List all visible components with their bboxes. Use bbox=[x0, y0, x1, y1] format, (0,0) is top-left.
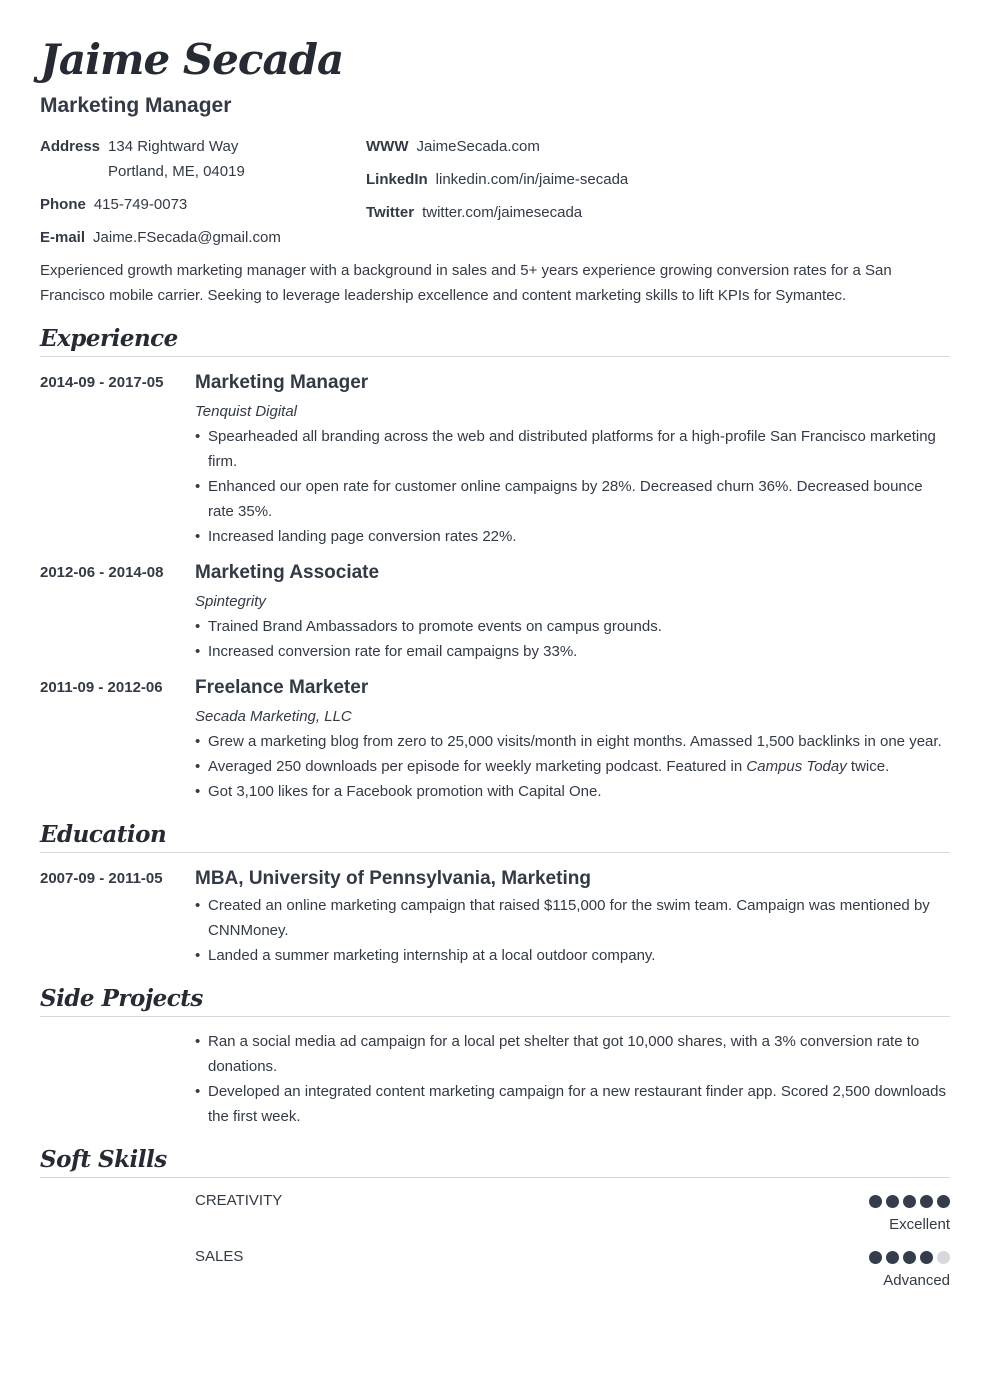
skill-rating-dots bbox=[869, 1195, 950, 1208]
www-value: JaimeSecada.com bbox=[416, 138, 540, 155]
job-title: Marketing Associate bbox=[195, 562, 380, 583]
job-entry bbox=[40, 674, 950, 804]
skill-name: CREATIVITY bbox=[195, 1192, 283, 1209]
job-dates: 2011-09 - 2012-06 bbox=[40, 679, 163, 696]
linkedin-value: linkedin.com/in/jaime-secada bbox=[435, 171, 629, 188]
section-divider bbox=[40, 1016, 950, 1017]
bullet-text: twice. bbox=[846, 758, 890, 775]
contact-address bbox=[40, 134, 281, 184]
summary-text: Experienced growth marketing manager with a background in sales and 5+ years experience growing conversion rates for a San Francisco mobile carrier. Seeking to leverage leadership excellence and content marketing skills to lift KPIs for Symantec. bbox=[40, 262, 892, 304]
bullet-item: • Increased conversion rate for email campaigns by 33%. bbox=[195, 639, 950, 664]
job-bullets bbox=[195, 729, 950, 804]
email-value: Jaime.FSecada@gmail.com bbox=[93, 229, 281, 246]
education-heading: Education bbox=[40, 821, 167, 848]
soft-skills-section bbox=[40, 1143, 950, 1302]
bullet-item: • Landed a summer marketing internship at a local outdoor company. bbox=[195, 943, 950, 968]
side-projects-bullets bbox=[195, 1029, 950, 1129]
job-title: Freelance Marketer bbox=[195, 677, 369, 698]
contact-www bbox=[366, 134, 628, 159]
job-body bbox=[195, 369, 950, 549]
twitter-label: Twitter bbox=[366, 204, 415, 221]
skills-list bbox=[40, 1190, 950, 1302]
rating-dot-empty bbox=[937, 1251, 950, 1264]
candidate-name: Jaime Secada bbox=[40, 35, 344, 84]
contact-linkedin bbox=[366, 167, 628, 192]
address-label: Address bbox=[40, 138, 101, 155]
side-projects-section bbox=[40, 982, 950, 1129]
section-divider bbox=[40, 852, 950, 853]
address-line-1: 134 Rightward Way bbox=[108, 138, 239, 155]
job-body bbox=[195, 559, 950, 664]
skill-level: Excellent bbox=[889, 1216, 950, 1233]
phone-label: Phone bbox=[40, 196, 86, 213]
address-line-2: Portland, ME, 04019 bbox=[108, 163, 245, 180]
skill-row bbox=[195, 1246, 950, 1302]
bullet-item: • Enhanced our open rate for customer online campaigns by 28%. Decreased churn 36%. Decreased bounce rate 35%. bbox=[195, 474, 950, 524]
skill-name: SALES bbox=[195, 1248, 244, 1265]
contact-email bbox=[40, 225, 281, 250]
rating-dot-filled bbox=[920, 1251, 933, 1264]
job-body bbox=[195, 674, 950, 804]
job-company: Spintegrity bbox=[195, 593, 266, 610]
contact-block bbox=[40, 134, 950, 254]
section-divider bbox=[40, 356, 950, 357]
contact-twitter bbox=[366, 200, 628, 225]
experience-section bbox=[40, 322, 950, 804]
contact-column-left bbox=[40, 134, 281, 258]
address-value bbox=[108, 134, 245, 184]
linkedin-label: LinkedIn bbox=[366, 171, 428, 188]
www-label: WWW bbox=[366, 138, 409, 155]
education-section bbox=[40, 818, 950, 968]
phone-value: 415-749-0073 bbox=[93, 196, 188, 213]
rating-dot-filled bbox=[869, 1251, 882, 1264]
job-title: Marketing Manager bbox=[195, 372, 369, 393]
bullet-item: • Ran a social media ad campaign for a local pet shelter that got 10,000 shares, with a 3% conversion rate to donations. bbox=[195, 1029, 950, 1079]
rating-dot-filled bbox=[937, 1195, 950, 1208]
bullet-item: • Developed an integrated content marketing campaign for a new restaurant finder app. Scored 2,500 downloads the first week. bbox=[195, 1079, 950, 1129]
bullet-item bbox=[195, 754, 950, 779]
candidate-role: Marketing Manager bbox=[40, 94, 232, 117]
twitter-value: twitter.com/jaimesecada bbox=[422, 204, 583, 221]
soft-skills-heading: Soft Skills bbox=[40, 1146, 167, 1173]
rating-dot-filled bbox=[869, 1195, 882, 1208]
resume-page bbox=[40, 30, 950, 1302]
skill-level: Advanced bbox=[883, 1272, 950, 1289]
bullet-item: • Spearheaded all branding across the web and distributed platforms for a high-profile San Francisco marketing firm. bbox=[195, 424, 950, 474]
job-dates: 2014-09 - 2017-05 bbox=[40, 374, 164, 391]
rating-dot-filled bbox=[903, 1195, 916, 1208]
job-bullets bbox=[195, 424, 950, 549]
education-body bbox=[195, 865, 950, 968]
contact-phone bbox=[40, 192, 281, 217]
experience-heading: Experience bbox=[40, 325, 178, 352]
job-entry bbox=[40, 559, 950, 664]
education-entry bbox=[40, 865, 950, 968]
rating-dot-filled bbox=[886, 1251, 899, 1264]
job-company: Secada Marketing, LLC bbox=[195, 708, 352, 725]
side-projects-entry bbox=[40, 1029, 950, 1129]
education-dates: 2007-09 - 2011-05 bbox=[40, 870, 163, 887]
job-entry bbox=[40, 369, 950, 549]
email-label: E-mail bbox=[40, 229, 86, 246]
skill-row bbox=[195, 1190, 950, 1246]
job-company: Tenquist Digital bbox=[195, 403, 298, 420]
bullet-item: • Increased landing page conversion rates 22%. bbox=[195, 524, 950, 549]
bullet-item: • Got 3,100 likes for a Facebook promotion with Capital One. bbox=[195, 779, 950, 804]
bullet-text: Averaged 250 downloads per episode for weekly marketing podcast. Featured in bbox=[208, 758, 747, 775]
bullet-item: • Grew a marketing blog from zero to 25,000 visits/month in eight months. Amassed 1,500 backlinks in one year. bbox=[195, 729, 950, 754]
empty-date-column bbox=[40, 1029, 195, 1129]
section-divider bbox=[40, 1177, 950, 1178]
skill-rating-dots bbox=[869, 1251, 950, 1264]
side-projects-heading: Side Projects bbox=[40, 985, 203, 1012]
education-bullets bbox=[195, 893, 950, 968]
job-bullets bbox=[195, 614, 950, 664]
education-degree: MBA, University of Pennsylvania, Marketing bbox=[195, 868, 591, 889]
side-projects-body bbox=[195, 1029, 950, 1129]
contact-column-right bbox=[366, 134, 628, 233]
bullet-item: • Trained Brand Ambassadors to promote events on campus grounds. bbox=[195, 614, 950, 639]
rating-dot-filled bbox=[886, 1195, 899, 1208]
bullet-item: • Created an online marketing campaign that raised $115,000 for the swim team. Campaign was mentioned by CNNMoney. bbox=[195, 893, 950, 943]
rating-dot-filled bbox=[920, 1195, 933, 1208]
job-dates: 2012-06 - 2014-08 bbox=[40, 564, 164, 581]
publication-name: Campus Today bbox=[746, 758, 847, 775]
rating-dot-filled bbox=[903, 1251, 916, 1264]
